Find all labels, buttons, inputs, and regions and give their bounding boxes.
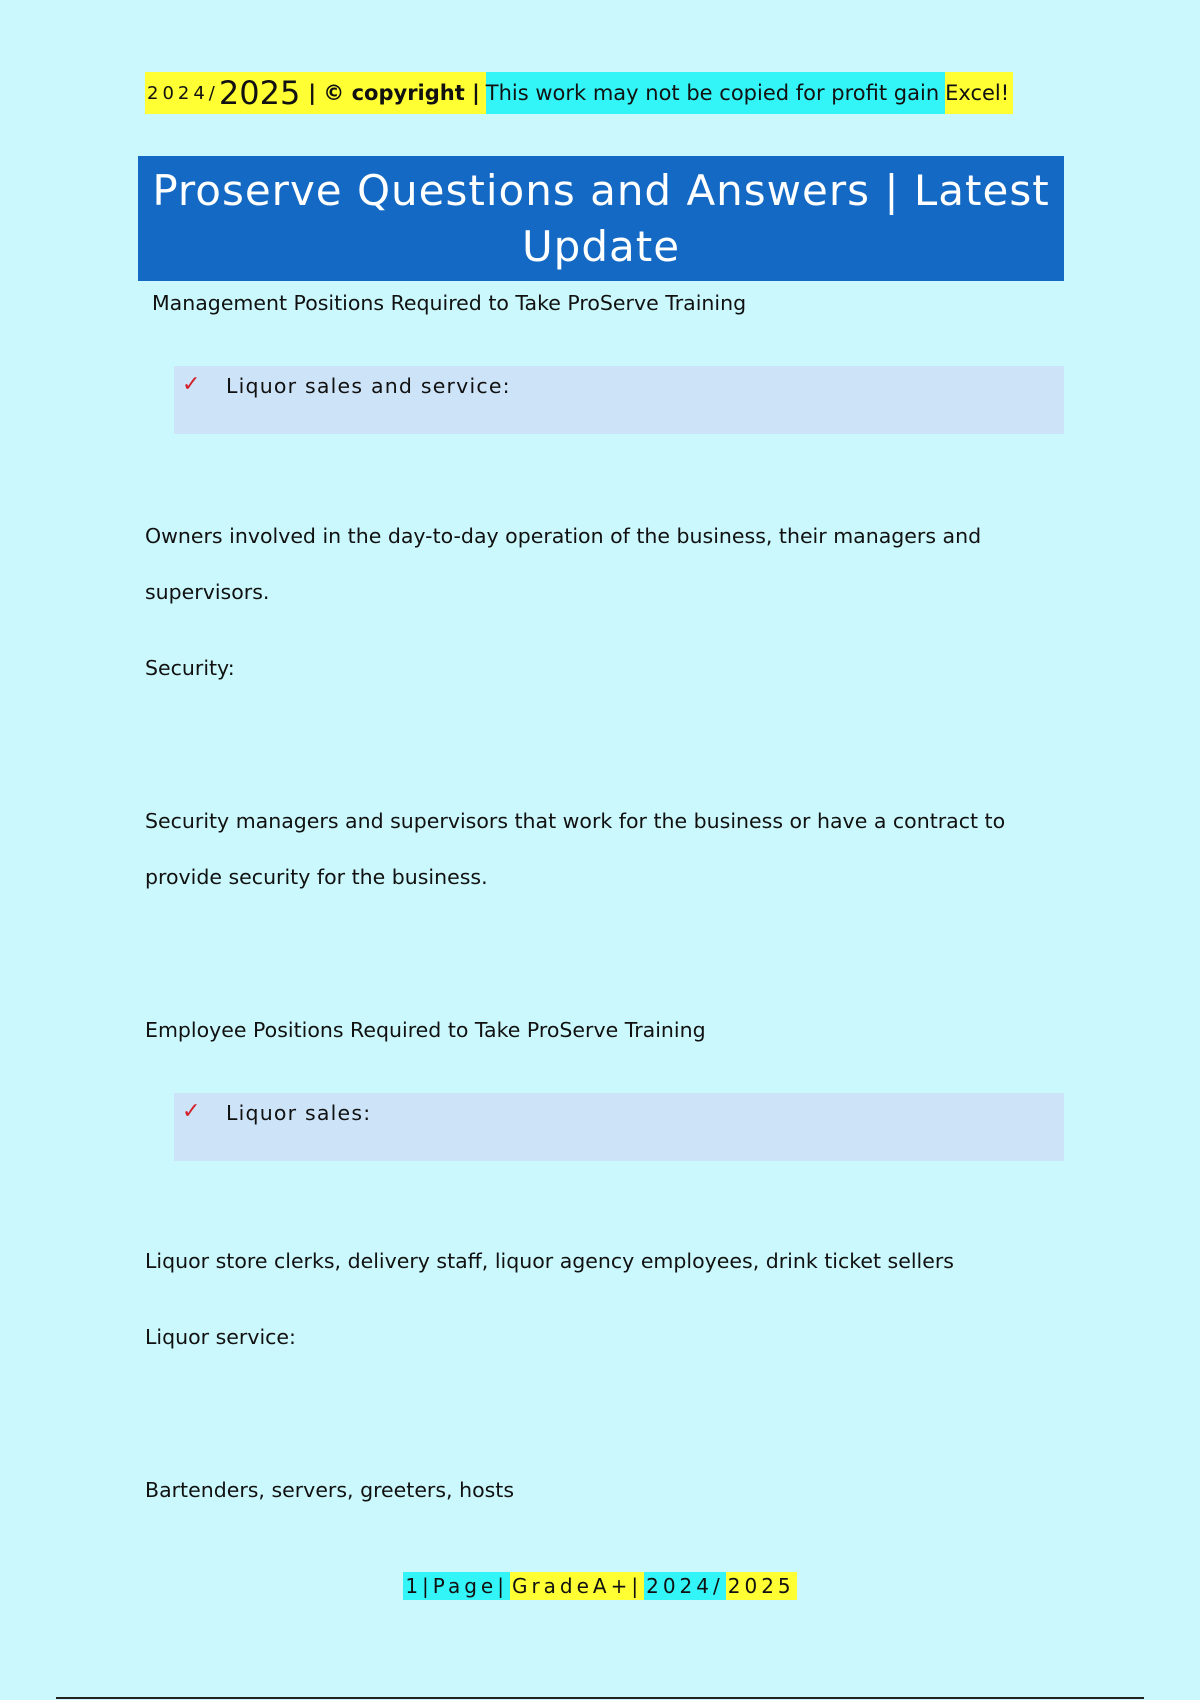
checklist-item-label: Liquor sales and service: [226,374,511,398]
document-title-text: Proserve Questions and Answers | Latest Update [152,165,1050,271]
document-title [138,156,1064,281]
footer-year-b: 2025 [727,1574,795,1598]
owners-paragraph: Owners involved in the day-to-day operation of the business, their managers and supervisors. [145,524,982,604]
liquor-service-label: Liquor service: [145,1325,296,1349]
footer-page: 1|Page| [405,1574,508,1598]
security-paragraph: Security managers and supervisors that work for the business or have a contract to provide security for the business. [145,809,1006,889]
checklist-item-liquor-sales-service [174,366,1064,434]
page-footer [0,1572,1200,1600]
header-excel-highlight [945,72,1013,114]
header-excel: Excel! [945,81,1010,105]
footer-line [403,1572,796,1600]
management-heading: Management Positions Required to Take ProServe Training [152,291,747,315]
checklist-item-liquor-sales [174,1093,1064,1161]
header-year-small: 2024/ [147,82,219,104]
header-line [145,72,1013,114]
header-note-highlight [486,72,945,114]
checkmark-icon: ✓ [182,372,201,397]
checklist-item-label: Liquor sales: [226,1101,372,1125]
employee-heading: Employee Positions Required to Take ProServe Training [145,1018,706,1042]
header-year-group [145,72,486,114]
header-year-big: 2025 [218,74,301,112]
clerks-paragraph: Liquor store clerks, delivery staff, liquor agency employees, drink ticket sellers [145,1249,954,1273]
security-label: Security: [145,656,235,680]
header-copyright: | © copyright | [308,81,480,105]
footer-year-a: 2024/ [646,1574,724,1598]
header-note: This work may not be copied for profit gain [485,81,940,105]
bartenders-paragraph: Bartenders, servers, greeters, hosts [145,1478,515,1502]
checkmark-icon: ✓ [182,1099,201,1124]
footer-grade: GradeA+| [511,1574,643,1598]
bottom-divider [56,1697,1144,1699]
